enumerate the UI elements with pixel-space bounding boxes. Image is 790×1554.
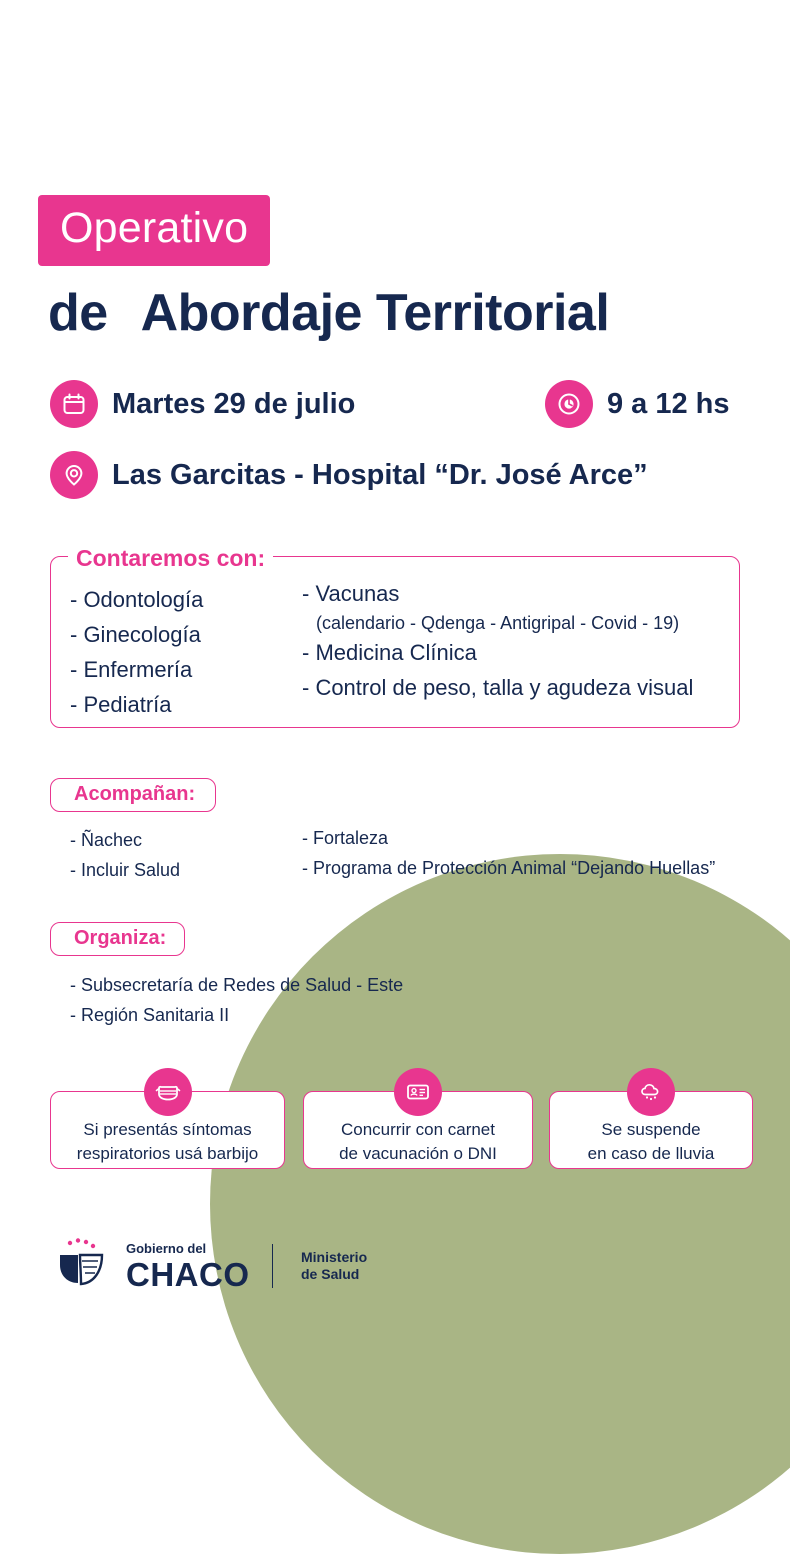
event-date: Martes 29 de julio <box>112 387 356 420</box>
note-card-rain <box>549 1091 753 1169</box>
note-line-1: Se suspende <box>601 1120 701 1139</box>
event-place: Las Garcitas - Hospital “Dr. José Arce” <box>112 458 648 491</box>
clock-icon <box>545 380 593 428</box>
event-time: 9 a 12 hs <box>607 387 730 420</box>
info-row-date <box>50 380 355 428</box>
list-item: - Ñachec <box>70 830 143 850</box>
list-item: - Odontología <box>70 587 204 612</box>
note-line-2: respiratorios usá barbijo <box>76 1144 259 1163</box>
location-pin-icon <box>50 451 98 499</box>
list-item: - Enfermería <box>70 657 193 682</box>
government-name: CHACO <box>126 1255 250 1293</box>
ministry-line-1: Ministerio <box>301 1249 368 1265</box>
vaccines-note: (calendario - Qdenga - Antigripal - Covid - 19) <box>316 613 680 633</box>
list-item: - Ginecología <box>70 622 201 647</box>
list-item: - Programa de Protección Animal “Dejando Huellas” <box>302 858 716 878</box>
list-item: - Pediatría <box>70 692 172 717</box>
list-item: - Vacunas <box>302 581 400 606</box>
decorative-olive-circle <box>210 854 790 1554</box>
title-word-main: Abordaje Territorial <box>140 284 610 342</box>
face-mask-icon <box>144 1068 192 1116</box>
services-column-1 <box>70 582 203 722</box>
title-word-de: de <box>48 284 108 342</box>
note-line-1: Concurrir con carnet <box>340 1120 495 1139</box>
partners-column-1 <box>70 825 180 885</box>
list-item: - Control de peso, talla y agudeza visual <box>302 675 694 700</box>
organizer-box-label: Organiza: <box>66 927 174 950</box>
note-card-id <box>303 1091 533 1169</box>
list-item: - Incluir Salud <box>70 860 181 880</box>
list-item: - Fortaleza <box>302 828 389 848</box>
services-column-2 <box>302 576 693 705</box>
footer-logo-block <box>50 1235 367 1297</box>
note-line-1: Si presentás síntomas <box>83 1120 252 1139</box>
info-row-time <box>545 380 730 428</box>
info-row-place <box>50 451 648 499</box>
organizer-list <box>70 970 403 1030</box>
government-text <box>126 1242 250 1291</box>
partners-box-label: Acompañan: <box>66 783 203 806</box>
calendar-icon <box>50 380 98 428</box>
rain-cloud-icon <box>627 1068 675 1116</box>
government-label: Gobierno del <box>126 1240 207 1256</box>
list-item: - Región Sanitaria II <box>70 1005 230 1025</box>
footer-divider <box>272 1244 274 1288</box>
ministry-line-2: de Salud <box>301 1266 360 1282</box>
services-box-label: Contaremos con: <box>68 545 273 572</box>
note-card-mask <box>50 1091 285 1169</box>
note-line-2: en caso de lluvia <box>587 1144 715 1163</box>
list-item: - Medicina Clínica <box>302 640 477 665</box>
id-card-icon <box>394 1068 442 1116</box>
note-line-2: de vacunación o DNI <box>339 1144 497 1163</box>
chaco-government-logo-icon <box>50 1235 112 1297</box>
ministry-text <box>301 1249 367 1283</box>
title-chip: Operativo <box>38 195 270 266</box>
page-title <box>48 283 609 343</box>
list-item: - Subsecretaría de Redes de Salud - Este <box>70 975 404 995</box>
partners-column-2 <box>302 823 715 883</box>
